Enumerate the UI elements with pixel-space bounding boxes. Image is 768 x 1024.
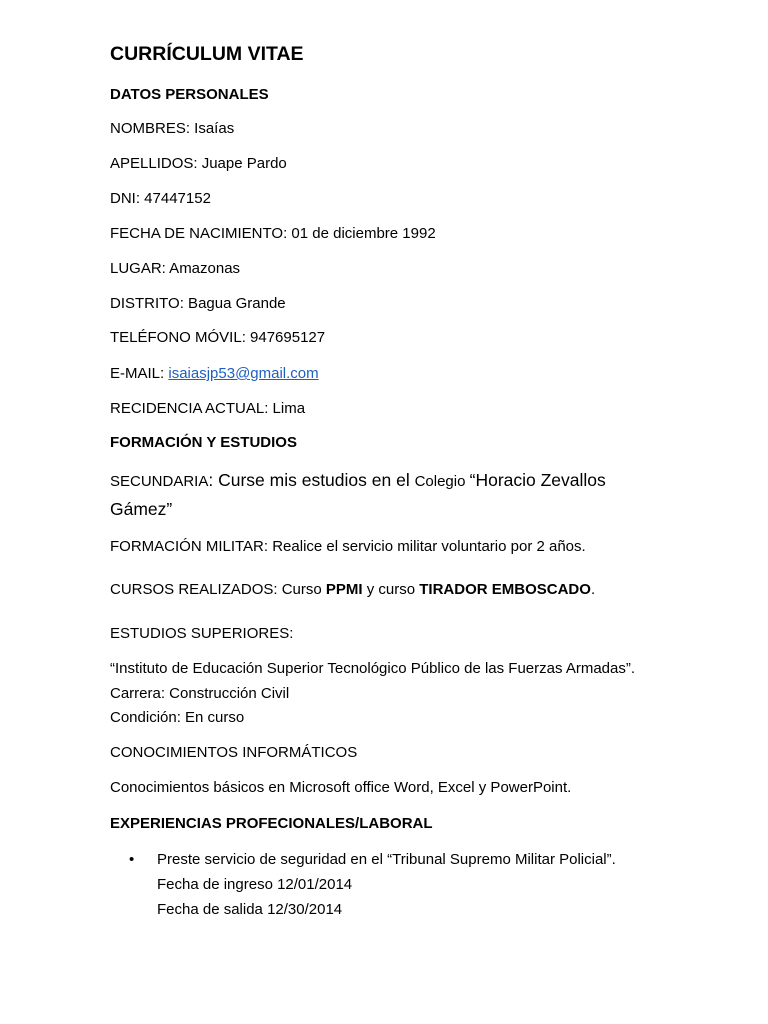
personal-data-heading: DATOS PERSONALES bbox=[110, 86, 269, 103]
bullet-marker: • bbox=[129, 851, 135, 868]
experience-heading: EXPERIENCIAS PROFECIONALES/LABORAL bbox=[110, 815, 433, 832]
secondary-text: Curse mis estudios en el bbox=[218, 470, 415, 490]
courses-line bbox=[110, 581, 595, 599]
district-line: DISTRITO: Bagua Grande bbox=[110, 295, 286, 312]
secondary-label: SECUNDARIA bbox=[110, 473, 209, 490]
courses-mid: y curso bbox=[362, 581, 420, 598]
secondary-school-name-cont: Gámez” bbox=[110, 499, 173, 519]
military-line: FORMACIÓN MILITAR: Realice el servicio militar voluntario por 2 años. bbox=[110, 538, 586, 555]
phone-line: TELÉFONO MÓVIL: 947695127 bbox=[110, 329, 326, 346]
apellidos-line: APELLIDOS: Juape Pardo bbox=[110, 155, 287, 172]
course-tirador: TIRADOR EMBOSCADO bbox=[419, 581, 591, 598]
experience-start-date: Fecha de ingreso 12/01/2014 bbox=[157, 876, 353, 893]
career-line: Carrera: Construcción Civil bbox=[110, 685, 290, 702]
dni-line: DNI: 47447152 bbox=[110, 190, 211, 207]
place-line: LUGAR: Amazonas bbox=[110, 260, 241, 277]
experience-item: Preste servicio de seguridad en el “Tribunal Supremo Militar Policial”. bbox=[157, 851, 616, 868]
email-line bbox=[110, 365, 319, 383]
secondary-line bbox=[110, 470, 606, 492]
course-ppmi: PPMI bbox=[325, 581, 363, 598]
education-heading: FORMACIÓN Y ESTUDIOS bbox=[110, 434, 297, 451]
birth-date-line: FECHA DE NACIMIENTO: 01 de diciembre 1992 bbox=[110, 225, 436, 242]
experience-end-date: Fecha de salida 12/30/2014 bbox=[157, 901, 343, 918]
secondary-colon: : bbox=[208, 470, 219, 490]
it-skills-text: Conocimientos básicos en Microsoft office Word, Excel y PowerPoint. bbox=[110, 779, 572, 796]
email-link[interactable]: isaiasjp53@gmail.com bbox=[168, 365, 319, 382]
email-label: E-MAIL: bbox=[110, 365, 169, 382]
page-title: CURRÍCULUM VITAE bbox=[110, 43, 304, 65]
it-skills-heading: CONOCIMIENTOS INFORMÁTICOS bbox=[110, 744, 358, 761]
residence-line: RECIDENCIA ACTUAL: Lima bbox=[110, 400, 306, 417]
nombres-line: NOMBRES: Isaías bbox=[110, 120, 235, 137]
secondary-colegio: Colegio bbox=[414, 473, 470, 490]
courses-label: CURSOS REALIZADOS: Curso bbox=[110, 581, 326, 598]
condition-line: Condición: En curso bbox=[110, 709, 245, 726]
secondary-school-name: “Horacio Zevallos bbox=[469, 470, 606, 490]
institute-line: “Instituto de Educación Superior Tecnológico Público de las Fuerzas Armadas”. bbox=[110, 660, 636, 677]
courses-end: . bbox=[590, 581, 596, 598]
higher-studies-heading: ESTUDIOS SUPERIORES: bbox=[110, 625, 294, 642]
